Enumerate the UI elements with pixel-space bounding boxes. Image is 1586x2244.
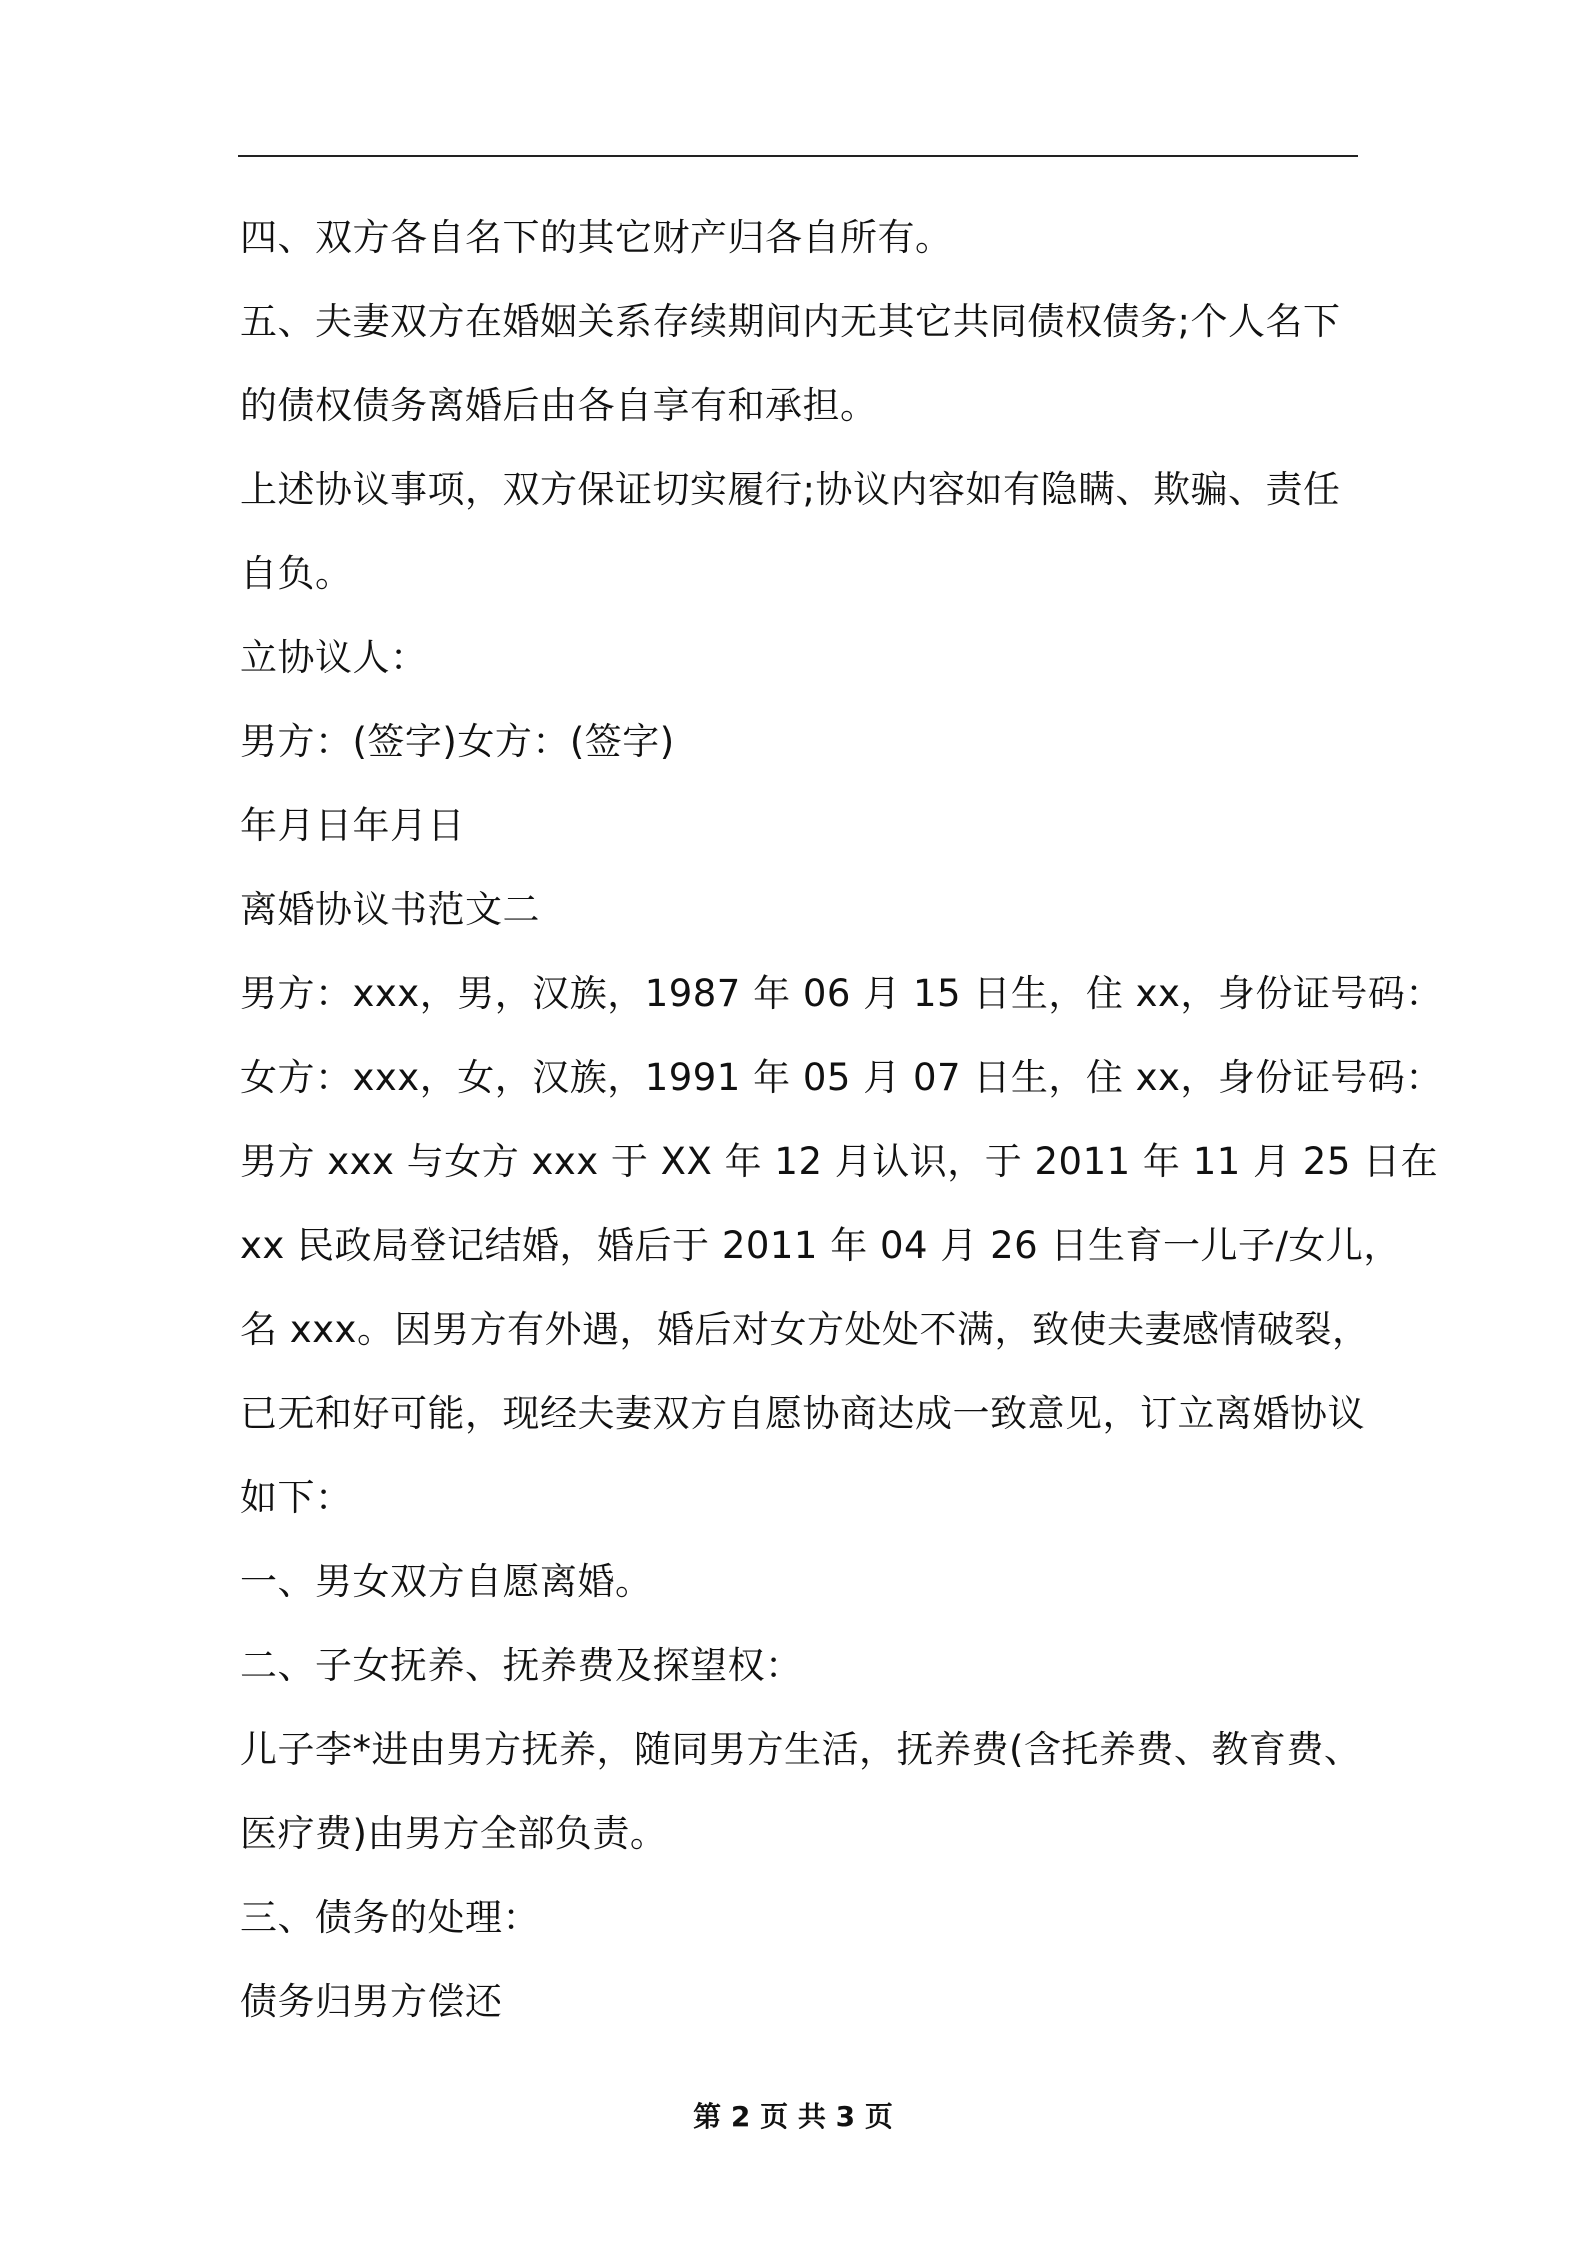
- paragraph-line: 年月日年月日: [240, 804, 465, 847]
- paragraph-line: 立协议人：: [240, 636, 428, 679]
- paragraph-line: 二、子女抚养、抚养费及探望权：: [240, 1644, 803, 1687]
- paragraph-line: 儿子李*进由男方抚养，随同男方生活，抚养费(含托养费、教育费、: [240, 1728, 1362, 1771]
- paragraph-line: 债务归男方偿还: [240, 1980, 503, 2023]
- paragraph-line: 自负。: [240, 552, 353, 595]
- paragraph-line: 四、双方各自名下的其它财产归各自所有。: [240, 216, 953, 259]
- paragraph-line: 上述协议事项，双方保证切实履行;协议内容如有隐瞒、欺骗、责任: [240, 468, 1341, 511]
- paragraph-line: 男方：(签字)女方：(签字): [240, 720, 675, 763]
- paragraph-line: 一、男女双方自愿离婚。: [240, 1560, 653, 1603]
- paragraph-line: 医疗费)由男方全部负责。: [240, 1812, 668, 1855]
- document-body: [240, 196, 1443, 2044]
- paragraph-line: xx 民政局登记结婚，婚后于 2011 年 04 月 26 日生育一儿子/女儿，: [240, 1224, 1401, 1267]
- paragraph-line: 如下：: [240, 1476, 353, 1519]
- paragraph-line: 的债权债务离婚后由各自享有和承担。: [240, 384, 878, 427]
- page-number-footer: 第 2 页 共 3 页: [693, 2100, 893, 2133]
- header-divider: [238, 155, 1358, 157]
- paragraph-line: 名 xxx。因男方有外遇，婚后对女方处处不满，致使夫妻感情破裂，: [240, 1308, 1370, 1351]
- section-heading: 离婚协议书范文二: [240, 888, 540, 931]
- paragraph-line: 男方 xxx 与女方 xxx 于 XX 年 12 月认识，于 2011 年 11 月 25 日在: [240, 1140, 1439, 1183]
- paragraph-line: 已无和好可能，现经夫妻双方自愿协商达成一致意见，订立离婚协议: [240, 1392, 1365, 1435]
- paragraph-line: 三、债务的处理：: [240, 1896, 540, 1939]
- paragraph-line: 五、夫妻双方在婚姻关系存续期间内无其它共同债权债务;个人名下: [240, 300, 1341, 343]
- paragraph-line: 男方：xxx，男，汉族，1987 年 06 月 15 日生，住 xx，身份证号码：: [240, 972, 1443, 1015]
- paragraph-line: 女方：xxx，女，汉族，1991 年 05 月 07 日生，住 xx，身份证号码：: [240, 1056, 1443, 1099]
